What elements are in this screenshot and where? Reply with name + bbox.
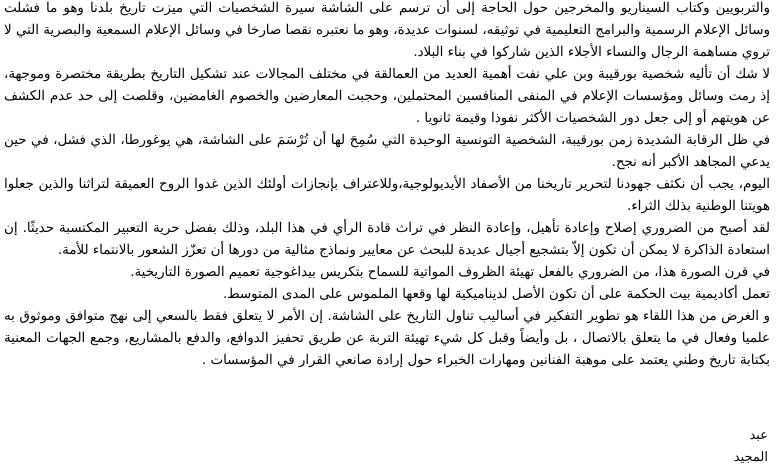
paragraph-bourguiba-benali: لا شك أن تأليه شخصية بورقيبة وبن علي نفت أهمية العديد من العمالقة في مختلف المجالات عند تشكيل التاريخ بطريقة مختصرة وموجهة، إذ رمت وسائل ومؤسسات الإعلام في المنفى المنافسين المحتملين، وحجبت المعارضين والخصوم الغامضين، وقلصت إلى حد عدم الكشف عن هويتهم أو إلى جعل دور الشخصيات الأكثر نفوذا وقيمة ثانويا . (4, 67, 770, 126)
paragraph-censorship-jugurtha: في ظل الرقابة الشديدة زمن بورقيبة، الشخصية التونسية الوحيدة التي سُمِحَ لها أن تُرْسَمَ على الشاشة، هي يوغورطا، الذي فشل، في حين يدعي المجاهد الأكبر أنه نجح. (4, 133, 770, 170)
paragraph-reform-memory: لقد أصبح من الضروري إصلاح وإعادة تأهيل، وإعادة النظر في تراث قادة الرأي في هذا البلد، وذلك بفضل حرية التعبير المكتسبة حديثًا. إن استعادة الذاكرة لا يمكن أن تكون إلاّ بتشجيع أجيال عديدة للبحث عن معايير ونماذج مثالية من دورها أن تعزّز الشعور بالانتماء للأمة. (4, 221, 770, 258)
paragraph-intro-continuation: والتربويين وكتاب السيناريو والمخرجين حول الحاجة إلى أن ترسم على الشاشة سيرة الشخصيات التي ميزت تاريخ بلدنا وهو ما فشلت وسائل الإعلام الرسمية والبرامج التعليمية في توثيقه، لسنوات عديدة، وهو ما نعتبره نقصا صارخا في وسائل الإعلام السمعية والبصرية التي لا تروي مساهمة الرجال والنساء الأجلاء الذين شاركوا في بناء البلاد. (4, 1, 770, 60)
signature-text: عبد المجيد (733, 428, 768, 465)
paragraph-image-century: في قرن الصورة هذا، من الضروري بالفعل تهيئة الظروف المواتية للسماح بتكريس بيداغوجية تعميم الصورة التاريخية. (130, 265, 770, 280)
paragraph-meeting-purpose: و الغرض من هذا اللقاء هو تطوير التفكير في أساليب تناول التاريخ على الشاشة. إن الأمر لا يتعلق فقط بالسعي إلى نهج متوافق وموثوق به علميا وفعال في ما يتعلق بالاتصال ، بل وأيضاً وقبل كل شيء تهيئة التربة عن طريق تحفيز الدوافع، والدفع بالمشاريع، وجمع الجهات المعنية بكتابة تاريخ وطني يعتمد على موهبة الفنانين ومهارات الخبراء حول إرادة صانعي القرار في المؤسسات . (4, 309, 770, 368)
paragraph-academy: تعمل أكاديمية بيت الحكمة على أن تكون الأصل لديناميكية لها وقعها الملموس على المدى المتوسط. (222, 287, 770, 302)
paragraph-today: اليوم، يجب أن نكثف جهودنا لتحرير تاريخنا من الأصفاد الأيديولوجية،وللاعتراف بإنجازات أولئك الذين غدوا الروح العميقة لتراثنا والذين جعلوا هويتنا الوطنية بذلك الثراء. (4, 177, 770, 214)
signature-cut-off (728, 427, 768, 465)
